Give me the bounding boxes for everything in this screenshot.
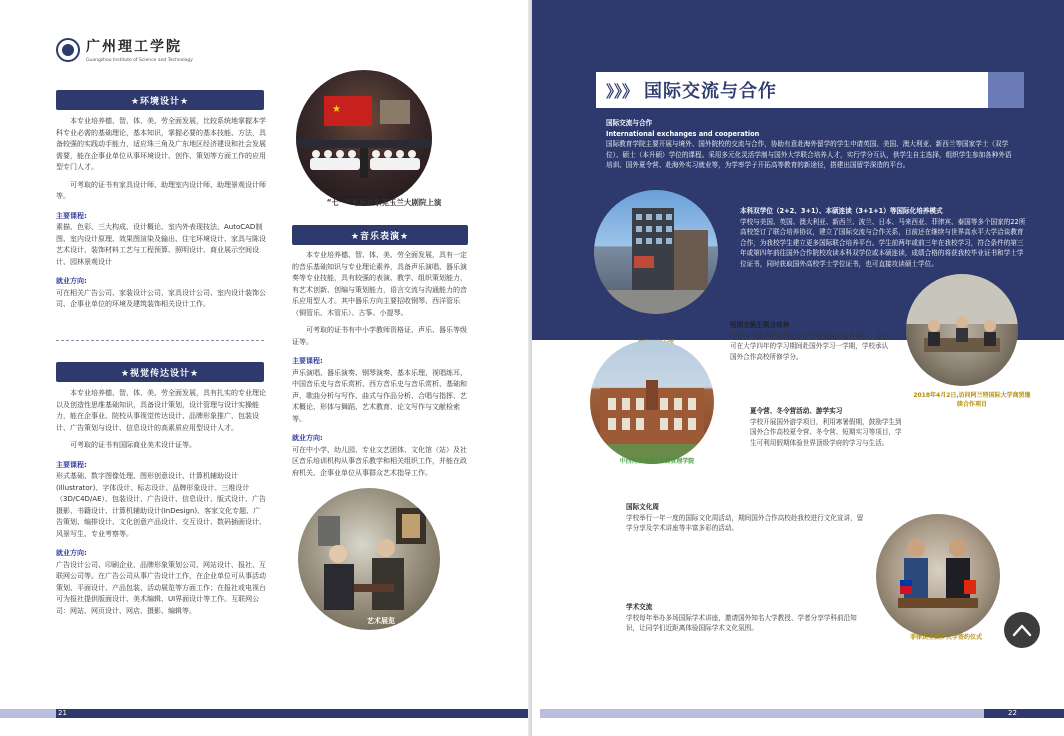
stage-caption: “七一”专场在东莞玉兰大剧院上演 <box>326 198 442 207</box>
signing-caption: 菲律宾圣保罗大学签约仪式 <box>909 634 982 641</box>
env-design-jobs-label: 就业方向: <box>56 277 87 285</box>
academic-body: 学校每年举办多场国际学术讲座，邀请国外知名大学教授、学者分享学科前沿知识，让同学们近距离体验国际学术文化氛围。 <box>626 613 857 632</box>
visual-design-jobs: 广告设计公司、印刷企业、品牌形象策划公司、网站设计、报社、互联网公司等。在广告公司从事广告设计工作，在企业单位可从事活动策划、平面设计、产品包装、活动展览等方面工作；在报社或电视台可为报社提供版面设计、美术编辑、UI界面设计等工作。互联网公司：网站、网页设计、网店、摄影、编辑等。 <box>56 560 266 615</box>
chevrons-icon: 》》》 <box>606 81 639 101</box>
university-building-photo <box>590 340 714 464</box>
short-term-body: 学校与全球多所名校签订了短期交换生培养协议。学生可在大学四年的学习期间赴国外学习一学期，学校承认国外合作高校所修学分。 <box>730 331 889 361</box>
stage-performance-photo <box>296 70 432 206</box>
env-design-courses: 素描、色彩、三大构成、设计概论、室内外表现技法、AutoCAD制图、室内设计原理、效果图渲染及输出、住宅环境设计、家具与陈设艺术设计、装饰材料工艺与工程预算、照明设计、商业展示空间设计、园林景观设计 <box>56 223 266 266</box>
double-degree-body: 学校与美国、英国、澳大利亚、新西兰、波兰、日本、马来西亚、菲律宾、泰国等多个国家的22所高校签订了联合培养协议，建立了国际交流与合作关系，目前还在继续与世界高水平大学洽谈教育合作，为我校学生建立更多国际联合培养平台。学生前两年或前三年在我校学习，符合条件的第三年或第四年前往国外合作院校攻读本科双学位或本硕连读，成绩合格的将获我校毕业证书和学士学位证书，同时获取国外高校学士学位证书，也可直接攻读硕士学位。 <box>740 217 1026 268</box>
env-design-courses-label: 主要课程: <box>56 211 87 220</box>
music-jobs-label: 就业方向: <box>292 434 323 442</box>
academic-heading: 学术交流 <box>626 603 653 611</box>
svg-text:★: ★ <box>332 104 341 115</box>
env-design-jobs: 可在相关广告公司、家装设计公司、家具设计公司、室内设计装饰公司、企事业单位的环境及建筑装饰相关设计工作。 <box>56 288 266 308</box>
cmich-caption: 中西州立大学-工商管理学院 <box>619 458 695 465</box>
music-courses-label: 主要课程: <box>292 357 323 365</box>
school-name-en: Guangzhou Institute of Science and Technology <box>86 58 193 63</box>
chevron-up-icon <box>1012 623 1032 637</box>
title-accent-block <box>988 72 1024 108</box>
visual-design-cert: 可考取的证书有国际商业美术设计证等。 <box>70 441 196 449</box>
culture-week-heading: 国际文化周 <box>626 503 659 511</box>
page-number-left: 21 <box>58 709 67 717</box>
short-term-heading: 短期交换生联合培养 <box>730 321 790 329</box>
section-divider <box>56 340 264 341</box>
meeting-caption: 2018年4月2日,访问阿兰特国际大学商贸继续合作项目 <box>913 392 1031 408</box>
intro-heading-en: International exchanges and cooperation <box>606 129 760 138</box>
visual-design-jobs-label: 就业方向: <box>56 549 87 557</box>
short-term-block <box>730 320 890 362</box>
page-number-right: 22 <box>1008 709 1017 717</box>
intro-body: 国际教育学院主要开展与境外、国外院校的交流与合作，协助有意赴海外留学的学生申请英国、美国、澳大利亚、新西兰等国家学士（双学位）、硕士（本升硕）学位的课程。采用多元化灵活学制与国外大学联合培养人才，实行学分互认，供学生自主选择，组织学生参加各种外语培训、国外夏令营、赴海外实习就业等，为学率学子开拓高等教育的新途径，搭建出国留学深造的平台。 <box>606 140 1012 169</box>
visual-design-courses: 形式基础、数字图像处理、图形创意设计、计算机辅助设计(Illustrator)、字体设计、标志设计、品牌形象设计、三维设计（3D/C4D/AE）、包装设计、广告设计、信息设计、版式设计、广告摄影、书籍设计、计算机辅助设计(InDesign)、客家文化专题、广告策划、编排设计、文化创意产品设计、交互设计、数码插画设计、风景写生、专业考察等。 <box>56 472 267 538</box>
summer-body: 学校开展国外游学项目，利用寒暑假期，鼓励学生到国外合作高校夏令营、冬令营、短期实习等项目，学生可利用假期体验世界顶级学府的学习与生活。 <box>750 417 902 447</box>
music-courses: 声乐演唱、器乐演奏、钢琴演奏、基本乐理、视唱练耳、中国音乐史与音乐赏析、西方音乐史与音乐赏析、基础和声、歌曲分析与写作、曲式与作品分析、合唱与指挥、艺术概论、形体与舞蹈、艺术教育、论文写作与文献检索等。 <box>292 368 467 423</box>
art-exhibition-photo <box>298 488 440 630</box>
school-name-cn: 广州理工学院 <box>86 39 182 55</box>
env-design-intro: 本专业培养德、智、体、美、劳全面发展，比较系统地掌握本学科专业必需的基础理论，基本知识，掌握必要的基本技能、方法，具备较强的实践动手能力，适应珠三角及广东地区经济建设和社会发展需要，能在企事业单位从事环境设计、创作、策划等方面工作的应用型专门人才。 <box>56 117 266 171</box>
music-jobs: 可在中小学、幼儿园、专业文艺团体、文化馆（站）及社区音乐培训机构从事音乐教学和相关组织工作，并能在政府机关、企事业单位从事群众艺术指导工作。 <box>292 445 467 477</box>
env-design-cert: 可考取的证书有家具设计师、助理室内设计师、助理景观设计师等。 <box>56 180 266 200</box>
summer-heading: 夏令营、冬令营活动、游学实习 <box>750 407 843 415</box>
meeting-photo <box>906 274 1018 386</box>
signing-ceremony-photo <box>876 514 1000 638</box>
right-page <box>532 0 1064 736</box>
school-seal-icon <box>56 38 80 62</box>
double-degree-block <box>740 206 1026 269</box>
visual-design-intro: 本专业培养德、智、体、美、劳全面发展，具有扎实的专业理论以及创造性思维基础知识，具备设计策划，设计管理与设计实操能力，能在企事业、院校从事视觉传达设计、品牌形象推广、包装设计、广告策划与设计、信息设计的高素质应用型设计人才。 <box>56 389 266 432</box>
school-logo <box>56 36 193 63</box>
visual-design-courses-label: 主要课程: <box>56 460 87 469</box>
culture-week-body: 学校举行一年一度的国际文化周活动，期间国外合作高校赴我校进行文化宣讲，留学分享及学术讲座等丰富多彩的活动。 <box>626 513 864 532</box>
footer-bar-right <box>984 709 1064 718</box>
footer-bar-left <box>56 709 532 718</box>
section-title-box <box>596 72 988 108</box>
scroll-to-top-button[interactable] <box>1004 612 1040 648</box>
music-cert: 可考取的证书有中小学教师资格证、声乐、器乐等级证等。 <box>292 326 467 346</box>
culture-week-block <box>626 502 864 534</box>
footer-light-strip-right <box>540 709 984 718</box>
intro-heading-cn: 国际交流与合作 <box>606 119 653 127</box>
page-title: 国际交流与合作 <box>644 81 778 102</box>
leicester-building-photo <box>594 190 718 314</box>
summer-block <box>750 406 908 448</box>
double-degree-heading: 本科双学位（2+2、3+1）、本硕连读（3+1+1）等国际化培养模式 <box>740 207 943 215</box>
env-design-text <box>56 116 266 315</box>
music-text <box>292 250 472 483</box>
intro-block <box>606 118 1016 171</box>
section-title-visual-design: ★视觉传达设计★ <box>56 362 264 382</box>
music-intro: 本专业培养德、智、体、美、劳全面发展，具有一定的音乐基础知识与专业理论素养，具备声乐演唱、器乐演奏等专业技能，具有较强的表演、教学、组织策划能力，有艺术创新、创编与策划能力，语言交流与沟通能力的音乐应用型人才。其中器乐方向主要招收钢琴、西洋管乐（铜管乐、木管乐）、古筝、小提琴。 <box>292 251 467 317</box>
academic-block <box>626 602 864 634</box>
expo-caption: 艺术展览 <box>367 617 395 625</box>
section-title-music: ★音乐表演★ <box>292 225 468 245</box>
section-title-env-design: ★环境设计★ <box>56 90 264 110</box>
footer-light-strip <box>0 709 56 718</box>
visual-design-text <box>56 388 266 621</box>
